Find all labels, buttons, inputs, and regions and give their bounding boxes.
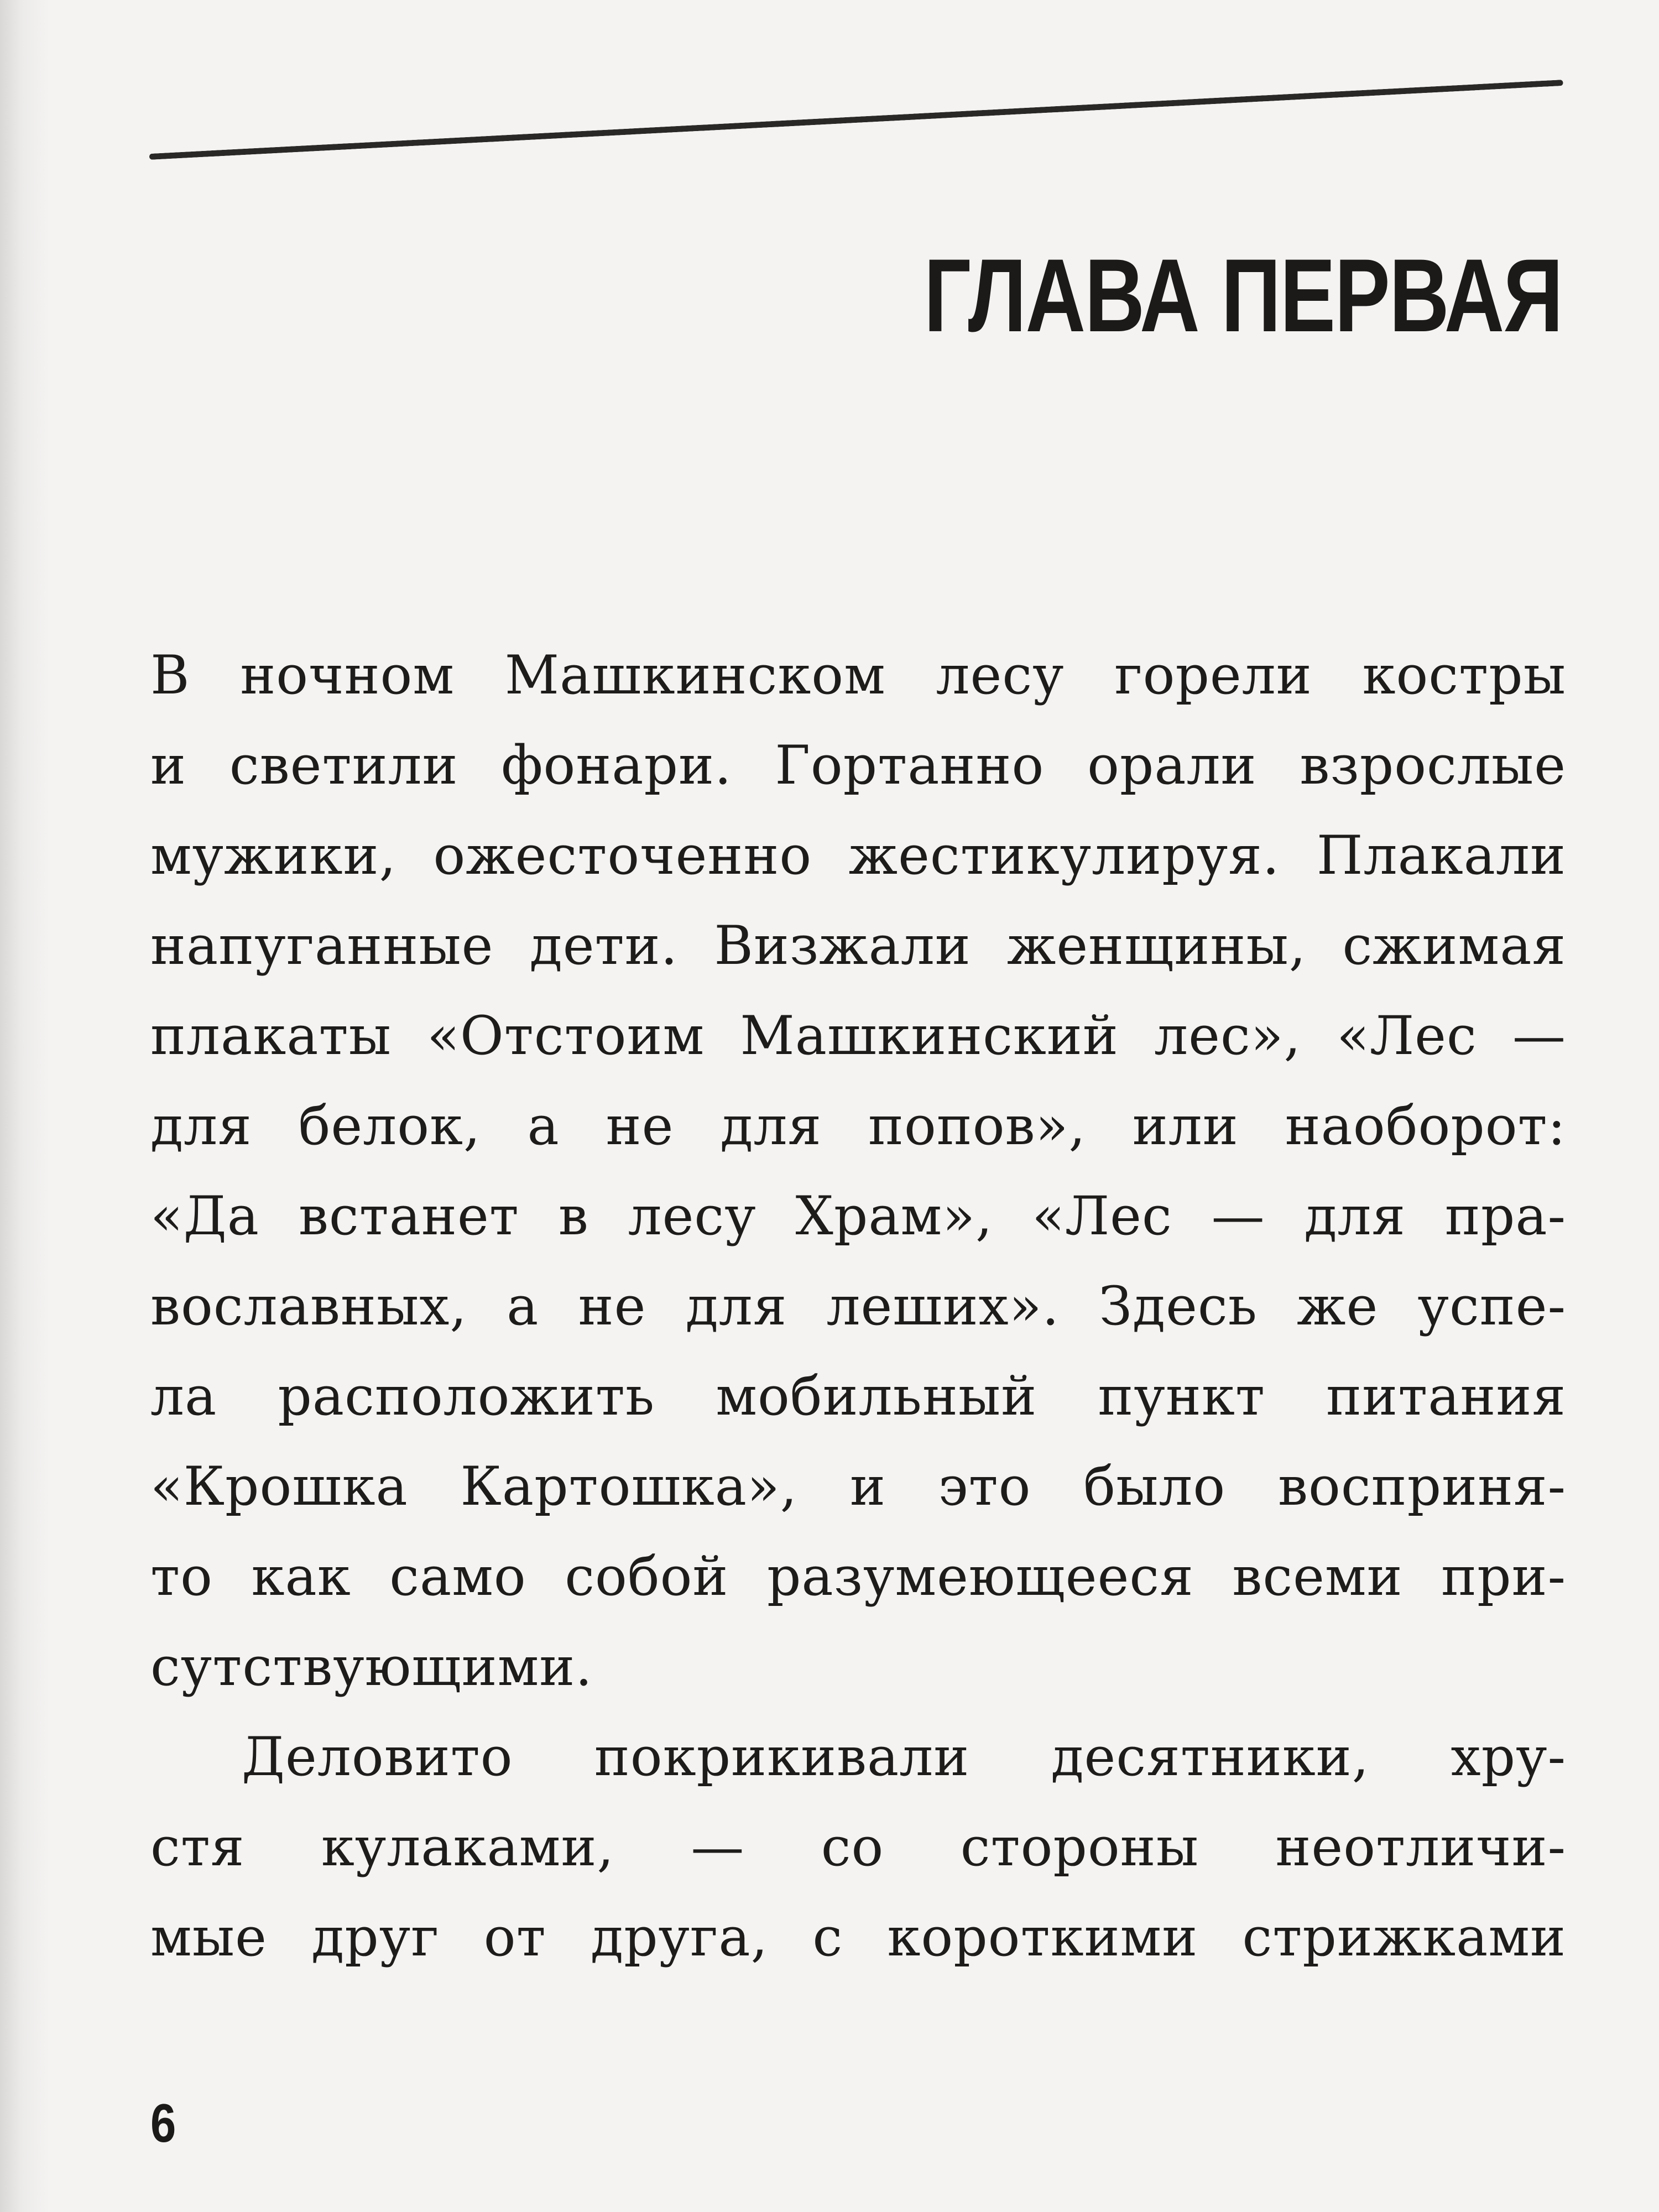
text-line: Деловито покрикивали десятники, хру-: [242, 1726, 1566, 1788]
chapter-divider-rule: [149, 80, 1563, 160]
text-line: и светили фонари. Гортанно орали взрослые: [150, 734, 1566, 796]
text-line: вославных, а не для леших». Здесь же успе-: [150, 1275, 1566, 1337]
text-line: мые друг от друга, с короткими стрижками: [150, 1906, 1566, 1968]
text-line: сутствующими.: [150, 1636, 593, 1698]
paragraph-2: [150, 1712, 1566, 1983]
text-line: В ночном Машкинском лесу горели костры: [150, 644, 1566, 706]
text-line: «Крошка Картошка», и это было восприня-: [150, 1455, 1566, 1517]
text-line: то как само собой разумеющееся всеми при-: [150, 1546, 1566, 1608]
text-line: стя кулаками, — со стороны неотличи-: [150, 1816, 1566, 1878]
text-line: напуганные дети. Визжали женщины, сжимая: [150, 915, 1566, 977]
paragraph-1: [150, 630, 1566, 1712]
page-number: 6: [150, 2093, 176, 2153]
text-line: для белок, а не для попов», или наоборот:: [150, 1095, 1566, 1157]
text-line: плакаты «Отстоим Машкинский лес», «Лес —: [150, 1005, 1566, 1067]
text-line: «Да встанет в лесу Храм», «Лес — для пра-: [150, 1185, 1566, 1247]
chapter-title: ГЛАВА ПЕРВАЯ: [924, 237, 1562, 353]
text-line: ла расположить мобильный пункт питания: [150, 1365, 1566, 1427]
text-line: мужики, ожесточенно жестикулируя. Плакали: [150, 825, 1566, 886]
body-text: [150, 630, 1566, 1983]
